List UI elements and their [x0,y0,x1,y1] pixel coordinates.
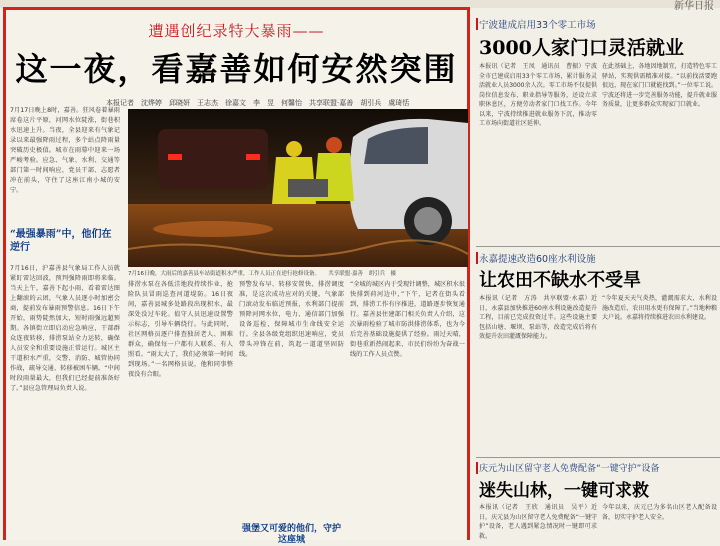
main-subhead-mid: 强堡又可爱的他们，守护这座城 [241,524,341,545]
right-bottom-subtitle: 庆元为山区留守老人免费配备“一键守护”设备 [479,464,660,474]
article-marker [476,462,478,474]
main-headline: 这一夜，看嘉善如何安然突围 [15,50,458,88]
photo-caption: 7月16日晚，大雨后的嘉善县车站街道积水严重，工作人员正在逆行抢修设备。 共享联盟·嘉善 胡引兵 摄 [128,271,396,277]
right-bottom-text-a: 本报讯（记者 王欣 通讯员 吴平）近日，庆元县为山区留守老人免费配备“一键守护”设备，老人遇到紧急情况时一键即可求救。 [479,504,597,539]
main-left-text-bottom: 7月16日，沪嘉善县气象局工作人员就紧盯雷达回波，预判强降雨即将来临。当天上午，嘉善下起小雨，看着雷达图上翻滚的云团，气象人员逐小时加密会商，提前发布暴雨预警信息。16日下午开始，雨势陡然加大，短时雨强远超预期。各镇街立即启动应急响应，干部群众连夜转移，排涝泵站全力运转，确保人员安全和重要设施正常运行。城区主干道积水严重，交警、消防、城管协同作战，疏导交通、转移被困车辆。“中间时段雨量最大，但我们已经提前准备好了。”县应急管理局负责人说。 [10,265,120,392]
main-kicker: 遭遇创纪录特大暴雨—— [148,22,325,40]
main-photo [128,109,468,267]
main-column-mid2: 预警发布早、转移安置快、排涝调度准，是这次成功应对的关键。气象部门滚动发布临近预报，水利部门提前预降河网水位，电力、通信部门加强设备巡检，保障城市生命线安全运行。全县各级党组织迅速响应，党员带头冲锋在前，筑起一道道坚固防线。 [239,281,344,358]
right-mid-headline: 让农田不缺水不受旱 [479,270,641,291]
right-top-text-a: 本报讯（记者 王凤 通讯员 曹振）宁波全市已建成启用33个零工市场，累计服务灵活就业人员3000余人次。零工市场不仅提供岗位信息发布、职业指导等服务，还设立求职休息区，方便劳动者家门口找工作。今年以来，宁波持续推进就业服务下沉，推动零工市场向街道社区延伸。 [479,63,597,127]
masthead-brand: 新华日报 [674,1,714,12]
section-divider [476,246,720,247]
right-bottom-text-b: 今年以来，庆元已为多名山区老人配备设备，切实守护老人安全。 [602,504,717,521]
main-column-mid3: “全城的城区内于受现针调整，城区积水很快排到荷河边中，”下午，记者在街头看到，排涝工作有序推进，道路逐步恢复通行。嘉善县住建部门相关负责人介绍，这次暴雨检验了城市防洪排涝体系，也为今后完善基础设施提供了经验。雨过天晴，街巷重新热闹起来，市民们纷纷为奋战一线的工作人员点赞。 [350,281,465,358]
right-mid-subtitle: 永嘉提速改造60座水利设施 [479,254,596,265]
section-divider [476,457,720,458]
article-marker [476,252,478,264]
right-top-text-b: 在此基础上，各地因地制宜，打造特色零工驿站，实现供需精准对接。“以前找活要跑很远，现在家门口就能找到。”一位零工说。宁波还将进一步完善服务功能，提升就业服务质量，让更多群众实现家门口就业。 [602,63,717,108]
main-column-mid1: 排涝水泵在各低洼地段持续作业，抢险队员冒雨巡查河道堤防。16日夜间，嘉善县城多处路段出现积水，最深处没过车轮。值守人员迅速设置警示标志，引导车辆绕行。与此同时，社区网格员逐户排查独居老人、困难群众，确保每一户都有人联系、有人照看。“雨太大了，我们必须第一时间到现场。”一名网格员说，他和同事整夜没有合眼。 [128,281,233,378]
right-top-headline: 3000人家门口灵活就业 [479,37,684,59]
right-mid-text-b: “今年夏天天气炎热，灌溉需求大，水利设施改造后，农田用水更有保障了。”当地种粮大户说。永嘉将持续推进农田水利建设。 [602,295,717,321]
main-column-left [10,106,120,543]
right-mid-text-a: 本报讯（记者 方涛 共享联盟·永嘉）近日，永嘉县加快推进60座水利设施改造提升工程，目前已完成投资过半。这些设施主要包括山塘、堰坝、泵站等，改造完成后将有效提升农田灌溉保障能力。 [479,295,597,340]
main-byline: 本报记者 沈烨婷 邱晓妍 王志杰 徐嘉文 李 昱 何馨怡 共享联盟·嘉善 胡引兵 虞琦恬 [106,99,410,107]
right-top-subtitle: 宁波建成启用33个零工市场 [479,20,596,31]
main-left-text-top: 7月17日晚上8时，嘉善。狂风卷着暴雨席卷这片平原，河网水位陡涨，街巷积水迅速上升。当夜，全县迎来有气象记录以来最强降雨过程，多个站点降雨量突破历史极值。城市在雨幕中迎来一场严峻考验。应急、气象、水利、交通等部门第一时间响应，党员干部、志愿者冲在前头，守住了这座江南小城的安宁。 [10,107,120,194]
right-bottom-headline: 迷失山林，一键可求救 [479,481,649,501]
main-article [3,7,470,545]
article-marker [476,18,478,30]
main-subhead-left: “最强暴雨”中，他们在逆行 [10,229,112,253]
flood-rescue-photo [128,109,468,267]
